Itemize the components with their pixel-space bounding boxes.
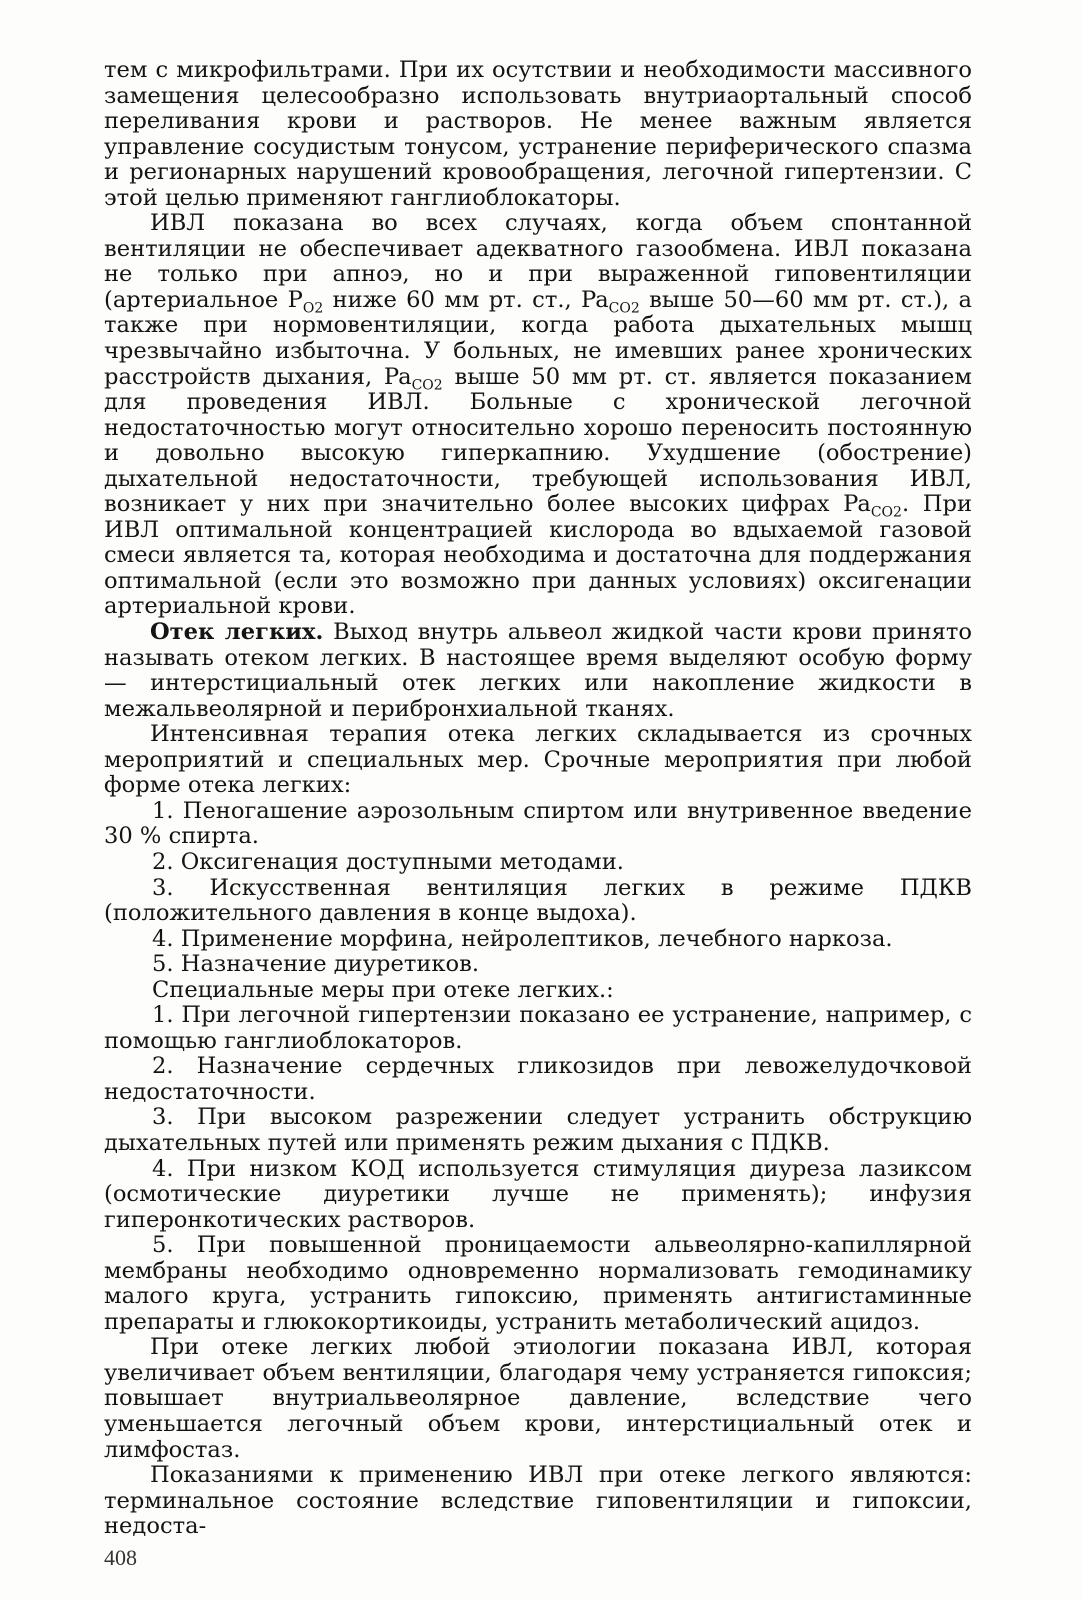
text-run: ниже 60 мм рт. ст., Pa bbox=[323, 286, 609, 313]
page-number: 408 bbox=[104, 1545, 137, 1570]
paragraph-continuation: тем с микрофильтрами. При их осутствии и необходимости массивного замещения целесообразно использовать внутриаортальный способ переливания крови и растворов. Не менее важным является управление сосудистым тонусом, устранение периферического спазма и регионарных нарушений кровообращения, легочной гипертензии. С этой целью применяют ганглиоблокаторы. bbox=[104, 57, 972, 211]
special-measures-heading: Специальные меры при отеке легких.: bbox=[152, 976, 614, 1003]
page-body bbox=[104, 58, 972, 1540]
list-item-special-5: 5. При повышенной проницаемости альвеолярно-капиллярной мембраны необходимо одновременно нормализовать гемодинамику малого круга, устранить гипоксию, применять антигистаминные препараты и глюкокортикоиды, устранить метаболический ацидоз. bbox=[104, 1232, 972, 1335]
text-run: . При ИВЛ оптимальной концентрацией кислорода во вдыхаемой газовой смеси является та, которая необходима и достаточна для поддержания оптимальной (если это возможно при данных условиях) оксигенации артериальной крови. bbox=[104, 491, 973, 620]
text-run: Выход внутрь альвеол жидкой части крови принято называть отеком легких. В настоящее время выделяют особую форму — интерстициальный отек легких или накопление жидкости в межальвеолярной и перибронхиальной тканях. bbox=[104, 619, 972, 722]
subscript: O2 bbox=[302, 300, 324, 317]
paragraph-ventilation-indications bbox=[104, 211, 972, 620]
paragraph-intensive-therapy: Интенсивная терапия отека легких складывается из срочных мероприятий и специальных мер. Срочные мероприятия при любой форме отека легких: bbox=[104, 721, 972, 799]
paragraph-ivl-indications: Показаниями к применению ИВЛ при отеке легкого являются: терминальное состояние вследствие гиповентиляции и гипоксии, недоста- bbox=[104, 1462, 972, 1540]
text-run: выше 50—60 мм рт. ст.), а также при нормовентиляции, когда работа дыхательных мышц чрезвычайно избыточна. У больных, не имевших ранее хронических расстройств дыхания, Pa bbox=[104, 286, 972, 390]
list-item-special-2: 2. Назначение сердечных гликозидов при левожелудочковой недостаточности. bbox=[104, 1053, 972, 1105]
paragraph-lung-edema bbox=[104, 620, 972, 722]
text-run: ИВЛ показана во всех случаях, когда объем спонтанной вентиляции не обеспечивает адекватного газообмена. ИВЛ показана не только при апноэ, но и при выраженной гиповентиляции (артериальное P bbox=[104, 210, 972, 313]
list-item-urgent-5: 5. Назначение диуретиков. bbox=[152, 951, 480, 978]
subscript: CO2 bbox=[870, 504, 902, 521]
list-item-special-3: 3. При высоком разрежении следует устранить обструкцию дыхательных путей или применять режим дыхания с ПДКВ. bbox=[104, 1104, 972, 1156]
text-run: выше 50 мм рт. ст. является показанием для проведения ИВЛ. Больные с хронической легочной недостаточностью могут относительно хорошо переносить постоянную и довольно высокую гиперкапнию. Ухудшение (обострение) дыхательной недостаточности, требующей использования ИВЛ, возникает у них при значительно более высоких цифрах Pa bbox=[104, 363, 972, 518]
list-item-special-4: 4. При низком КОД используется стимуляция диуреза лазиксом (осмотические диуретики лучше не применять); инфузия гиперонкотических растворов. bbox=[104, 1155, 972, 1233]
list-item-urgent-4: 4. Применение морфина, нейролептиков, лечебного наркоза. bbox=[152, 925, 893, 952]
list-item-urgent-2: 2. Оксигенация доступными методами. bbox=[152, 848, 624, 875]
subscript: CO2 bbox=[411, 377, 443, 394]
list-item-urgent-1: 1. Пеногашение аэрозольным спиртом или внутривенное введение 30 % спирта. bbox=[104, 797, 972, 850]
list-item-special-1: 1. При легочной гипертензии показано ее устранение, например, с помощью ганглиоблокаторов. bbox=[104, 1002, 972, 1054]
paragraph-ivl-effects: При отеке легких любой этиологии показана ИВЛ, которая увеличивает объем вентиляции, благодаря чему устраняется гипоксия; повышает внутриальвеолярное давление, вследствие чего уменьшается легочный объем крови, интерстициальный отек и лимфостаз. bbox=[104, 1334, 972, 1463]
list-item-urgent-3: 3. Искусственная вентиляция легких в режиме ПДКВ (положительного давления в конце выдоха). bbox=[104, 874, 972, 927]
subscript: CO2 bbox=[608, 300, 640, 317]
section-heading: Отек легких. bbox=[150, 619, 324, 646]
